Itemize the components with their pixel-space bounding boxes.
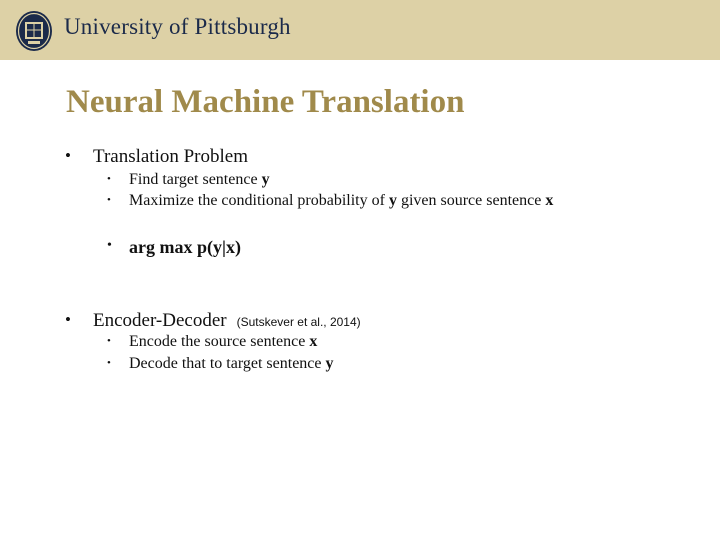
university-name: University of Pittsburgh	[64, 14, 291, 39]
variable-y: y	[388, 192, 397, 209]
variable-x: x	[309, 333, 318, 350]
citation: (Sutskever et al., 2014)	[236, 315, 361, 329]
sub-bullet-text: Maximize the conditional probability of	[129, 192, 389, 209]
sub-bullet-text-mid: given source sentence	[396, 192, 546, 209]
bullet-heading: Translation Problem	[93, 146, 248, 167]
variable-y: y	[325, 355, 334, 372]
sub-bullet-text: Find target sentence	[129, 171, 262, 188]
sub-bullet-maximize	[107, 192, 554, 210]
bullet-dot: •	[65, 310, 71, 329]
slide-title: Neural Machine Translation	[66, 84, 465, 120]
variable-y: y	[261, 171, 270, 188]
formula-bullet	[107, 237, 241, 258]
university-seal-icon	[15, 10, 53, 52]
bullet-dot: •	[107, 238, 112, 253]
bullet-dot: •	[107, 335, 111, 347]
bullet-dot: •	[107, 357, 111, 369]
sub-bullet-encode	[107, 333, 318, 351]
sub-bullet-decode	[107, 355, 334, 373]
sub-bullet-find-target	[107, 171, 270, 189]
formula-text: arg max p(y|x)	[129, 237, 241, 257]
sub-bullet-text: Encode the source sentence	[129, 333, 310, 350]
bullet-dot: •	[65, 146, 71, 165]
header-bar	[0, 0, 720, 60]
bullet-heading: Encoder-Decoder	[93, 310, 227, 331]
bullet-encoder-decoder	[65, 310, 361, 332]
sub-bullet-text: Decode that to target sentence	[129, 355, 326, 372]
bullet-dot: •	[107, 173, 111, 185]
variable-x: x	[545, 192, 554, 209]
bullet-dot: •	[107, 194, 111, 206]
bullet-translation-problem	[65, 146, 248, 168]
